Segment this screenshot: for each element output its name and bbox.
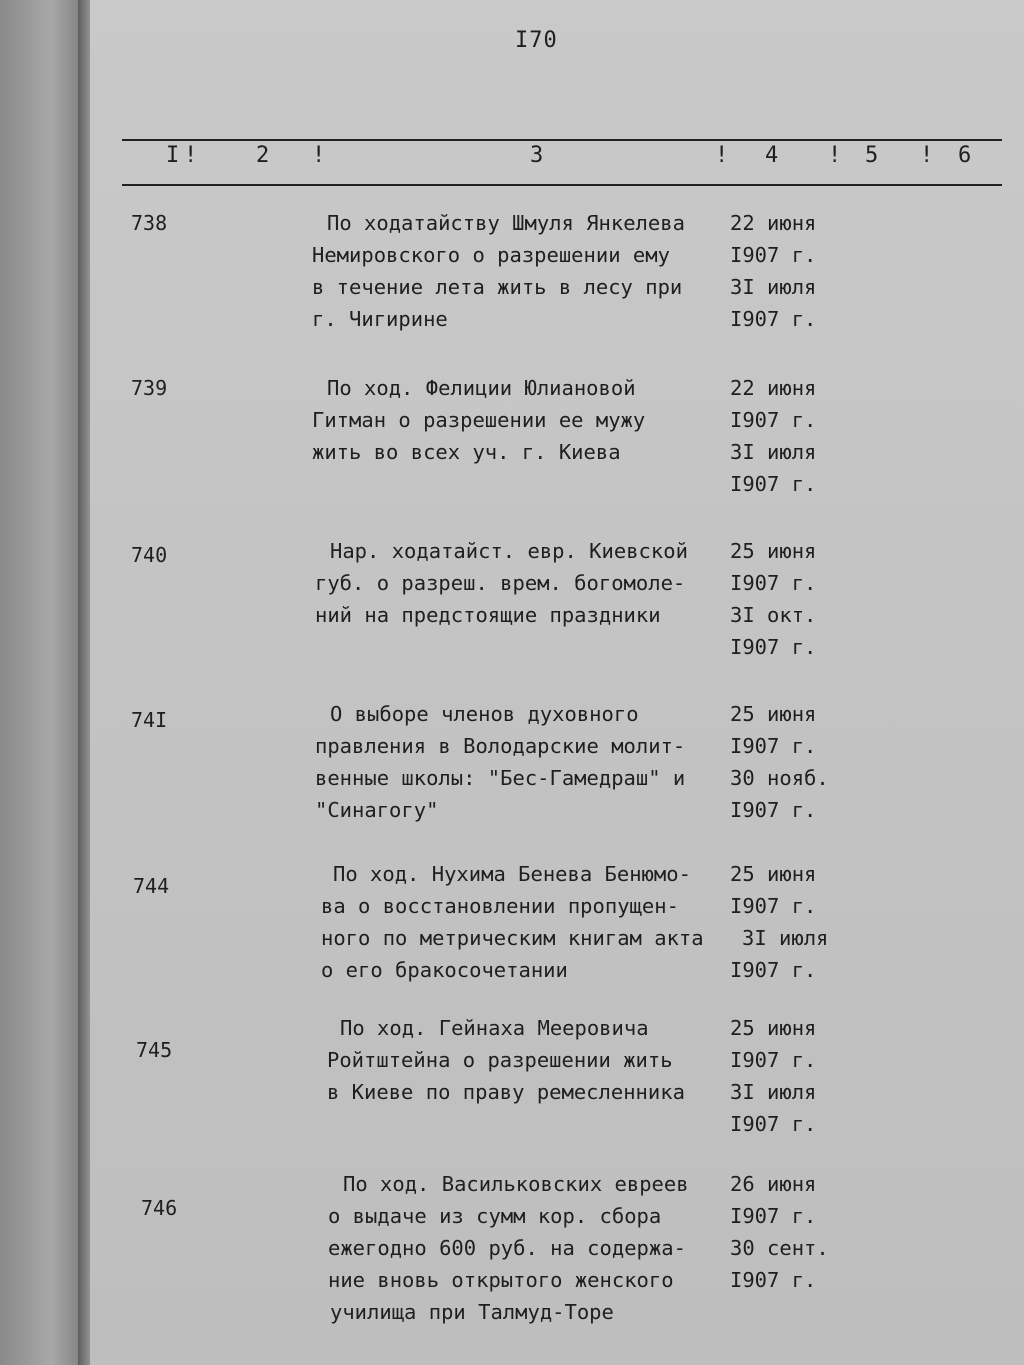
column-separator-4: ! (828, 143, 842, 168)
column-header-2: 2 (256, 143, 270, 168)
description-line: в Киеве по праву ремесленника (327, 1080, 685, 1104)
entry-number: 738 (131, 211, 168, 235)
end-date: 30 сент. (730, 1236, 829, 1260)
start-date: 25 июня (730, 862, 817, 886)
start-year: I907 г. (730, 734, 817, 758)
entry-dates (730, 535, 850, 663)
start-year: I907 г. (730, 894, 817, 918)
column-header-6: 6 (958, 143, 972, 168)
description-line: училища при Талмуд-Торе (330, 1300, 614, 1324)
start-date: 25 июня (730, 702, 817, 726)
description-line: губ. о разреш. врем. богомоле- (315, 571, 686, 595)
description-line: ного по метрическим книгам акта (321, 926, 704, 950)
description-line: о выдаче из сумм кор. сбора (328, 1204, 662, 1228)
description-line: О выборе членов духовного (330, 702, 639, 726)
start-year: I907 г. (730, 243, 817, 267)
end-date: 30 нояб. (730, 766, 829, 790)
page-number: I70 (515, 28, 558, 53)
description-line: "Синагогу" (315, 798, 439, 822)
entry-number: 74I (131, 708, 168, 732)
entry-description (312, 372, 739, 468)
column-header-5: 5 (865, 143, 879, 168)
start-year: I907 г. (730, 571, 817, 595)
description-line: ва о восстановлении пропущен- (321, 894, 679, 918)
entry-dates (730, 207, 850, 335)
end-date: 3I июля (730, 440, 817, 464)
start-year: I907 г. (730, 408, 817, 432)
entry-description (321, 858, 745, 986)
entry-dates (730, 1012, 850, 1140)
start-year: I907 г. (730, 1204, 817, 1228)
entry-number: 739 (131, 376, 168, 400)
end-year: I907 г. (730, 1112, 817, 1136)
description-line: Гитман о разрешении ее мужу (312, 408, 646, 432)
start-year: I907 г. (730, 1048, 817, 1072)
end-year: I907 г. (730, 798, 817, 822)
start-date: 25 июня (730, 539, 817, 563)
document-page (90, 0, 1024, 1365)
entry-number: 744 (133, 874, 170, 898)
entry-description (315, 535, 742, 631)
end-date: 3I июля (730, 1080, 817, 1104)
entry-number: 745 (136, 1038, 173, 1062)
start-date: 25 июня (730, 1016, 817, 1040)
table-header-top-rule (122, 139, 1002, 141)
description-line: ние вновь открытого женского (328, 1268, 674, 1292)
end-date: 3I июля (742, 926, 829, 950)
entry-dates (730, 698, 850, 826)
end-year: I907 г. (730, 1268, 817, 1292)
entry-description (312, 207, 739, 335)
column-separator-2: ! (312, 143, 326, 168)
end-year: I907 г. (730, 472, 817, 496)
description-line: о его бракосочетании (321, 958, 568, 982)
description-line: По ход. Нухима Бенева Бенюмо- (333, 862, 691, 886)
start-date: 22 июня (730, 376, 817, 400)
description-line: г. Чигирине (312, 307, 448, 331)
start-date: 26 июня (730, 1172, 817, 1196)
column-separator-1: ! (184, 143, 198, 168)
entry-description (327, 1012, 752, 1108)
column-header-4: 4 (765, 143, 779, 168)
description-line: ний на предстоящие праздники (315, 603, 661, 627)
column-header-1: I (166, 143, 180, 168)
description-line: ежегодно 600 руб. на содержа- (328, 1236, 686, 1260)
end-year: I907 г. (730, 307, 817, 331)
description-line: венные школы: "Бес-Гамедраш" и (315, 766, 686, 790)
description-line: правления в Володарские молит- (315, 734, 686, 758)
description-line: Немировского о разрешении ему (312, 243, 670, 267)
description-line: По ходатайству Шмуля Янкелева (327, 211, 685, 235)
column-header-3: 3 (530, 143, 544, 168)
entry-dates (730, 858, 850, 986)
description-line: в течение лета жить в лесу при (312, 275, 683, 299)
facing-page-edge (0, 0, 86, 1365)
description-line: По ход. Васильковских евреев (343, 1172, 689, 1196)
entry-dates (730, 372, 850, 500)
end-date: 3I июля (730, 275, 817, 299)
entry-number: 740 (131, 543, 168, 567)
end-year: I907 г. (730, 958, 817, 982)
description-line: По ход. Фелиции Юлиановой (327, 376, 636, 400)
end-date: 3I окт. (730, 603, 817, 627)
end-year: I907 г. (730, 635, 817, 659)
entry-number: 746 (141, 1196, 178, 1220)
description-line: По ход. Гейнаха Мееровича (340, 1016, 649, 1040)
entry-description (315, 698, 742, 826)
description-line: Нар. ходатайст. евр. Киевской (330, 539, 688, 563)
description-line: жить во всех уч. г. Киева (312, 440, 621, 464)
start-date: 22 июня (730, 211, 817, 235)
table-header-bottom-rule (122, 184, 1002, 186)
entry-dates (730, 1168, 850, 1296)
description-line: Ройтштейна о разрешении жить (327, 1048, 673, 1072)
column-separator-5: ! (920, 143, 934, 168)
entry-description (328, 1168, 755, 1328)
column-separator-3: ! (715, 143, 729, 168)
